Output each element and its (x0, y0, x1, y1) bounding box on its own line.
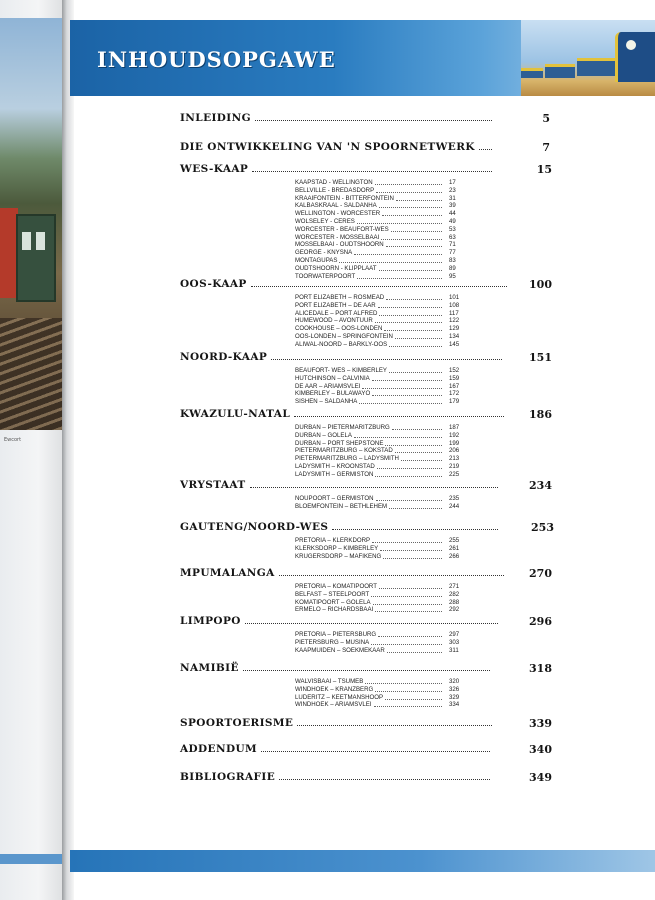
headlamp (626, 40, 636, 50)
toc-sub-title: ALIWAL-NOORD – BARKLY-OOS (295, 340, 388, 348)
toc-main-title: DIE ONTWIKKELING VAN 'N SPOORNETWERK (180, 141, 475, 153)
dot-leader (376, 500, 442, 501)
toc-sub-title: KALBASKRAAL - SALDANHA (295, 202, 377, 210)
left-facing-page (0, 0, 70, 900)
toc-main-page-number: 253 (531, 521, 554, 534)
toc-section (180, 141, 580, 155)
dot-leader (379, 588, 442, 589)
dot-leader (386, 299, 442, 300)
toc-main-title: VRYSTAAT (180, 479, 246, 491)
toc-sub-entry[interactable] (180, 599, 580, 607)
toc-sub-entry[interactable] (180, 503, 580, 511)
toc-sub-entry[interactable] (180, 495, 580, 503)
toc-main-title: NAMIBIË (180, 662, 239, 674)
toc-sub-entry[interactable] (180, 440, 580, 448)
header-banner (70, 20, 655, 96)
dot-leader (391, 231, 442, 232)
toc-sub-entry[interactable] (180, 294, 580, 302)
dot-leader (297, 725, 492, 726)
toc-sub-page-number: 329 (449, 693, 460, 701)
dot-leader (372, 542, 442, 543)
toc-main-title: MPUMALANGA (180, 567, 275, 579)
toc-sub-title: KRUGERSDORP – MAFIKENG (295, 552, 382, 560)
toc-sub-title: NOUPOORT – GERMISTON (295, 495, 374, 502)
toc-main-title: INLEIDING (180, 112, 251, 124)
toc-sub-page-number: 255 (449, 537, 460, 544)
dot-leader (375, 476, 442, 477)
coach-window (22, 232, 31, 250)
toc-sub-page-number: 122 (449, 317, 460, 325)
toc-sub-title: ERMELO – RICHARDSBAAI (295, 606, 374, 614)
toc-sub-page-number: 145 (449, 340, 460, 348)
toc-sub-entry[interactable] (180, 545, 580, 553)
toc-sub-page-number: 167 (449, 382, 460, 390)
dot-leader (376, 192, 442, 193)
toc-main-page-number: 7 (542, 141, 550, 154)
toc-sub-entry[interactable] (180, 187, 580, 195)
toc-sub-page-number: 23 (449, 186, 456, 194)
dot-leader (379, 315, 442, 316)
toc-sub-page-number: 108 (449, 301, 460, 309)
toc-sub-page-number: 271 (449, 583, 460, 590)
toc-sub-page-number: 159 (449, 374, 460, 382)
toc-sub-page-number: 288 (449, 598, 460, 606)
toc-sub-list (180, 583, 580, 614)
toc-main-page-number: 15 (536, 163, 552, 176)
dot-leader (381, 239, 442, 240)
toc-sub-entry[interactable] (180, 424, 580, 432)
toc-main-title: LIMPOPO (180, 615, 241, 627)
toc-sub-entry[interactable] (180, 694, 580, 702)
toc-main-page-number: 234 (529, 479, 552, 492)
toc-sub-entry[interactable] (180, 210, 580, 218)
toc-main-title: WES-KAAP (180, 163, 249, 175)
toc-sub-entry[interactable] (180, 455, 580, 463)
dot-leader (389, 346, 442, 347)
dot-leader (279, 575, 504, 576)
train-photo-left (0, 18, 62, 430)
toc-sub-page-number: 292 (449, 606, 460, 614)
toc-sub-title: BELFAST – STEELPOORT (295, 590, 370, 598)
toc-sub-title: WINDHOEK – KRANZBERG (295, 685, 374, 693)
toc-sub-title: WELLINGTON - WORCESTER (295, 210, 381, 218)
dot-leader (354, 254, 442, 255)
toc-sub-entry[interactable] (180, 367, 580, 375)
dot-leader (383, 558, 442, 559)
toc-main-title: NOORD-KAAP (180, 351, 268, 363)
dot-leader (339, 262, 442, 263)
toc-sub-entry[interactable] (180, 701, 580, 709)
toc-section (180, 163, 580, 280)
toc-sub-page-number: 129 (449, 325, 460, 333)
toc-sub-list (180, 631, 580, 654)
toc-sub-entry[interactable] (180, 678, 580, 686)
toc-main-entry[interactable] (180, 717, 580, 731)
dot-leader (243, 670, 490, 671)
toc-sub-title: KRAAIFONTEIN - BITTERFONTEIN (295, 194, 394, 202)
dot-leader (271, 359, 502, 360)
toc-sub-entry[interactable] (180, 249, 580, 257)
toc-sub-title: PIETERMARITZBURG – LADYSMITH (295, 455, 399, 463)
toc-sub-page-number: 303 (449, 638, 460, 646)
toc-sub-entry[interactable] (180, 310, 580, 318)
train-coach (545, 64, 575, 78)
dot-leader (396, 200, 442, 201)
toc-sub-entry[interactable] (180, 333, 580, 341)
toc-section (180, 717, 580, 731)
toc-sub-title: KLERKSDORP – KIMBERLEY (295, 544, 379, 552)
toc-sub-entry[interactable] (180, 341, 580, 349)
toc-main-entry[interactable] (180, 351, 580, 365)
dot-leader (392, 429, 442, 430)
toc-sub-page-number: 134 (449, 332, 460, 340)
dot-leader (255, 120, 492, 121)
toc-sub-title: KOMATIPOORT – GOLELA (295, 598, 371, 606)
toc-sub-title: LUDERITZ – KEETMANSHOOP (295, 693, 384, 701)
dot-leader (261, 751, 490, 752)
dot-leader (401, 460, 442, 461)
toc-sub-page-number: 213 (449, 455, 460, 463)
toc-section (180, 567, 580, 614)
toc-sub-page-number: 83 (449, 256, 456, 264)
dot-leader (357, 223, 442, 224)
toc-sub-entry[interactable] (180, 302, 580, 310)
toc-sub-page-number: 192 (449, 431, 460, 439)
toc-sub-title: WOLSELEY - CERES (295, 217, 355, 225)
dot-leader (374, 706, 442, 707)
toc-sub-page-number: 199 (449, 439, 460, 447)
toc-sub-entry[interactable] (180, 390, 580, 398)
blue-locomotive (615, 32, 655, 82)
toc-sub-title: WORCESTER - BEAUFORT-WES (295, 225, 389, 233)
toc-section (180, 408, 580, 479)
toc-sub-entry[interactable] (180, 553, 580, 561)
page-title: INHOUDSOPGAWE (97, 47, 336, 72)
toc-sub-title: LADYSMITH – KROONSTAD (295, 462, 375, 470)
toc-sub-title: KAAPSTAD - WELLINGTON (295, 179, 373, 186)
toc-sub-title: SISHEN – SALDANHA (295, 398, 358, 406)
toc-sub-page-number: 49 (449, 217, 456, 225)
toc-sub-title: PRETORIA – KLERKDORP (295, 537, 371, 544)
toc-main-entry[interactable] (180, 615, 580, 629)
toc-main-entry[interactable] (180, 662, 580, 676)
toc-main-entry[interactable] (180, 479, 580, 493)
toc-section (180, 615, 580, 654)
toc-main-entry[interactable] (180, 163, 580, 177)
toc-sub-title: PORT ELIZABETH – ROSMEAD (295, 294, 385, 301)
toc-sub-title: BLOEMFONTEIN – BETHLEHEM (295, 502, 388, 510)
toc-section (180, 351, 580, 406)
toc-sub-entry[interactable] (180, 265, 580, 273)
toc-sub-page-number: 44 (449, 210, 456, 218)
dot-leader (375, 611, 442, 612)
dot-leader (245, 623, 498, 624)
toc-sub-title: PRETORIA – PIETERSBURG (295, 631, 377, 638)
toc-sub-list (180, 179, 580, 280)
toc-sub-page-number: 152 (449, 367, 460, 374)
book-spine-shadow (62, 0, 74, 900)
dot-leader (359, 403, 442, 404)
toc-section (180, 479, 580, 511)
toc-sub-page-number: 179 (449, 398, 460, 406)
toc-main-title: GAUTENG/NOORD-WES (180, 521, 329, 533)
dot-leader (372, 380, 442, 381)
toc-main-entry[interactable] (180, 521, 580, 535)
dot-leader (372, 395, 442, 396)
dot-leader (389, 508, 442, 509)
toc-sub-entry[interactable] (180, 583, 580, 591)
dot-leader (373, 604, 442, 605)
left-page-caption: Ewcort (4, 437, 22, 443)
toc-main-page-number: 186 (529, 408, 552, 421)
toc-section (180, 278, 580, 349)
dot-leader (279, 779, 490, 780)
toc-sub-title: HUTCHINSON – CALVINIA (295, 374, 370, 382)
toc-sub-entry[interactable] (180, 647, 580, 655)
toc-sub-page-number: 172 (449, 390, 460, 398)
dot-leader (251, 286, 507, 287)
train-coach (521, 68, 543, 78)
toc-sub-entry[interactable] (180, 383, 580, 391)
toc-sub-page-number: 17 (449, 179, 456, 186)
dot-leader (354, 437, 442, 438)
dot-leader (479, 149, 492, 150)
dot-leader (377, 468, 442, 469)
toc-sub-entry[interactable] (180, 257, 580, 265)
toc-sub-page-number: 266 (449, 552, 460, 560)
toc-sub-title: PRETORIA – KOMATIPOORT (295, 583, 377, 590)
toc-main-page-number: 5 (542, 112, 550, 125)
locomotive-photo (521, 20, 655, 96)
toc-sub-title: PORT ELIZABETH – DE AAR (295, 301, 376, 309)
dot-leader (385, 699, 442, 700)
toc-sub-entry[interactable] (180, 218, 580, 226)
toc-main-page-number: 270 (529, 567, 552, 580)
dot-leader (379, 207, 442, 208)
toc-main-page-number: 296 (529, 615, 552, 628)
toc-sub-page-number: 235 (449, 495, 460, 502)
toc-sub-page-number: 244 (449, 502, 460, 510)
toc-sub-entry[interactable] (180, 317, 580, 325)
toc-sub-title: PIETERMARITZBURG – KOKSTAD (295, 447, 393, 455)
coach-window (36, 232, 45, 250)
toc-sub-title: DE AAR – ARIAMSVLEI (295, 382, 361, 390)
toc-sub-entry[interactable] (180, 432, 580, 440)
toc-sub-entry[interactable] (180, 179, 580, 187)
toc-sub-list (180, 294, 580, 349)
dot-leader (378, 307, 442, 308)
railway-tracks (0, 318, 62, 430)
toc-section (180, 743, 580, 757)
toc-sub-title: OUDTSHOORN - KLIPPLAAT (295, 264, 377, 272)
toc-main-entry[interactable] (180, 408, 580, 422)
dot-leader (385, 445, 442, 446)
toc-main-entry[interactable] (180, 771, 580, 785)
train-coach (577, 58, 615, 76)
toc-main-entry[interactable] (180, 278, 580, 292)
dot-leader (378, 636, 442, 637)
dot-leader (389, 372, 442, 373)
toc-sub-entry[interactable] (180, 463, 580, 471)
toc-main-title: KWAZULU-NATAL (180, 408, 291, 420)
toc-main-title: SPOORTOERISME (180, 717, 294, 729)
toc-section (180, 112, 580, 126)
dot-leader (252, 171, 492, 172)
toc-sub-entry[interactable] (180, 202, 580, 210)
toc-main-entry[interactable] (180, 743, 580, 757)
toc-main-entry[interactable] (180, 112, 580, 126)
toc-sub-page-number: 334 (449, 701, 460, 709)
toc-main-page-number: 100 (529, 278, 552, 291)
dot-leader (371, 644, 442, 645)
toc-sub-entry[interactable] (180, 195, 580, 203)
toc-sub-entry[interactable] (180, 398, 580, 406)
toc-main-page-number: 349 (529, 771, 552, 784)
toc-sub-page-number: 101 (449, 294, 460, 301)
toc-section (180, 662, 580, 709)
toc-sub-page-number: 206 (449, 447, 460, 455)
toc-main-entry[interactable] (180, 567, 580, 581)
toc-sub-title: KAAPMUIDEN – SOEKMEKAAR (295, 646, 385, 654)
toc-sub-page-number: 225 (449, 470, 460, 478)
toc-sub-title: BELLVILLE - BREDASDORP (295, 186, 375, 194)
toc-sub-title: DURBAN – GOLELA (295, 431, 352, 439)
dot-leader (332, 529, 498, 530)
toc-sub-title: BEAUFORT- WES – KIMBERLEY (295, 367, 387, 374)
toc-sub-page-number: 53 (449, 225, 456, 233)
dot-leader (395, 452, 442, 453)
toc-sub-page-number: 320 (449, 678, 460, 685)
toc-sub-title: WINDHOEK – ARIAMSVLEI (295, 701, 372, 709)
toc-sub-page-number: 95 (449, 272, 456, 280)
toc-sub-page-number: 187 (449, 424, 460, 431)
toc-sub-entry[interactable] (180, 234, 580, 242)
dot-leader (379, 270, 442, 271)
toc-main-title: ADDENDUM (180, 743, 258, 755)
toc-sub-title: TOORWATERPOORT (295, 272, 356, 280)
toc-sub-title: DURBAN – PIETERMARITZBURG (295, 424, 390, 431)
toc-sub-entry[interactable] (180, 639, 580, 647)
toc-sub-page-number: 311 (449, 646, 459, 654)
toc-sub-title: LADYSMITH – GERMISTON (295, 470, 374, 478)
toc-sub-title: GEORGE - KNYSNA (295, 249, 353, 257)
toc-sub-page-number: 39 (449, 202, 456, 210)
toc-sub-page-number: 31 (449, 194, 456, 202)
dot-leader (375, 691, 442, 692)
toc-sub-entry[interactable] (180, 591, 580, 599)
green-coach (16, 214, 56, 302)
toc-sub-page-number: 282 (449, 590, 460, 598)
toc-sub-title: MOSSELBAAI - OUDTSHOORN (295, 241, 384, 249)
dot-leader (250, 487, 498, 488)
dot-leader (375, 322, 442, 323)
toc-sub-list (180, 678, 580, 709)
dot-leader (395, 338, 442, 339)
toc-main-page-number: 151 (529, 351, 552, 364)
toc-sub-entry[interactable] (180, 631, 580, 639)
toc-sub-title: MONTAGUPAS (295, 256, 338, 264)
toc-sub-page-number: 77 (449, 249, 456, 257)
toc-sub-title: DURBAN – PORT SHEPSTONE (295, 439, 384, 447)
dot-leader (365, 683, 442, 684)
dot-leader (382, 215, 442, 216)
toc-main-title: OOS-KAAP (180, 278, 247, 290)
toc-main-entry[interactable] (180, 141, 580, 155)
toc-main-title: BIBLIOGRAFIE (180, 771, 276, 783)
dot-leader (386, 246, 442, 247)
dot-leader (362, 388, 442, 389)
left-page-bottom-band (0, 854, 62, 864)
toc-sub-entry[interactable] (180, 606, 580, 614)
toc-sub-title: OOS-LONDEN – SPRINGFONTEIN (295, 332, 393, 340)
toc-sub-entry[interactable] (180, 325, 580, 333)
toc-sub-title: COOKHOUSE – OOS-LONDEN (295, 325, 383, 333)
toc-sub-entry[interactable] (180, 375, 580, 383)
toc-main-page-number: 340 (529, 743, 552, 756)
toc-section (180, 521, 580, 560)
dot-leader (294, 416, 504, 417)
toc-main-page-number: 339 (529, 717, 552, 730)
toc-sub-title: KIMBERLEY – BULAWAYO (295, 390, 371, 398)
dot-leader (384, 330, 442, 331)
toc-sub-entry[interactable] (180, 226, 580, 234)
toc-sub-entry[interactable] (180, 471, 580, 479)
toc-sub-page-number: 71 (449, 241, 456, 249)
toc-main-page-number: 318 (529, 662, 552, 675)
toc-sub-page-number: 89 (449, 264, 456, 272)
toc-sub-list (180, 495, 580, 511)
toc-sub-title: WORCESTER - MOSSELBAAI (295, 233, 380, 241)
toc-sub-entry[interactable] (180, 537, 580, 545)
toc-sub-list (180, 367, 580, 406)
bottom-decorative-band (70, 850, 655, 872)
dot-leader (375, 184, 442, 185)
toc-sub-title: PIETERSBURG – MUSINA (295, 638, 370, 646)
toc-section (180, 771, 580, 785)
toc-sub-entry[interactable] (180, 241, 580, 249)
toc-sub-page-number: 63 (449, 233, 456, 241)
toc-sub-title: ALICEDALE – PORT ALFRED (295, 309, 378, 317)
toc-sub-entry[interactable] (180, 447, 580, 455)
toc-sub-page-number: 117 (449, 309, 459, 317)
toc-sub-page-number: 326 (449, 685, 460, 693)
dot-leader (380, 550, 442, 551)
toc-sub-page-number: 219 (449, 462, 460, 470)
dot-leader (387, 652, 442, 653)
toc-sub-entry[interactable] (180, 686, 580, 694)
dot-leader (371, 596, 442, 597)
toc-sub-page-number: 261 (449, 544, 460, 552)
toc-sub-list (180, 424, 580, 479)
toc-sub-page-number: 297 (449, 631, 460, 638)
toc-sub-title: HUMEWOOD – AVONTUUR (295, 317, 373, 325)
toc-sub-list (180, 537, 580, 560)
toc-sub-title: WALVISBAAI – TSUMEB (295, 678, 364, 685)
